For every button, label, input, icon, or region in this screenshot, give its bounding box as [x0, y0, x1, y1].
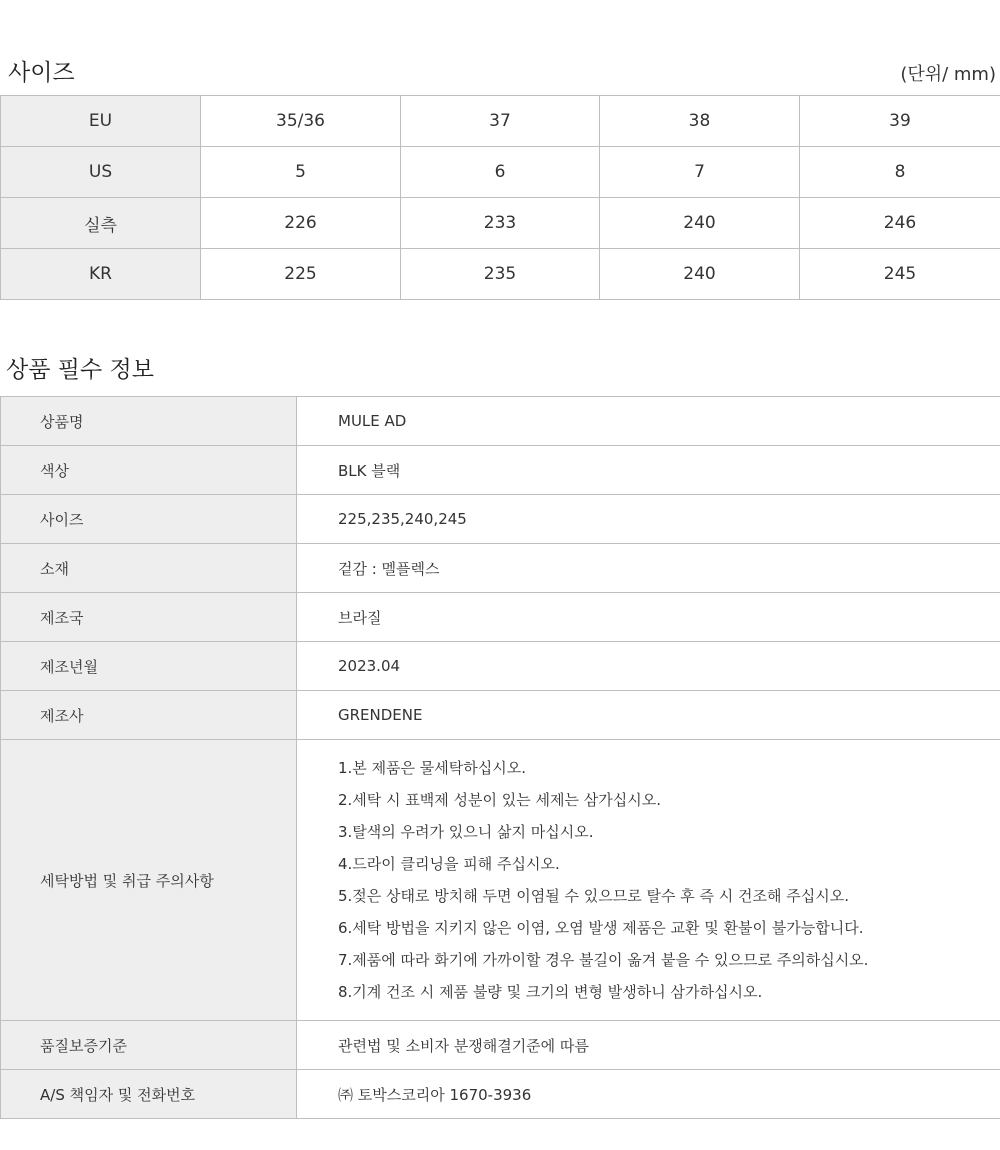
info-value	[297, 740, 1000, 1021]
care-item: 7.제품에 따라 화기에 가까이할 경우 불길이 옮겨 붙을 수 있으므로 주의하십시오.	[338, 951, 869, 969]
info-value: MULE AD	[297, 397, 1000, 446]
size-row-eu	[1, 96, 1000, 147]
info-row-country	[1, 593, 1000, 642]
care-item: 2.세탁 시 표백제 성분이 있는 세제는 삼가십시오.	[338, 791, 661, 809]
info-row-quality	[1, 1021, 1000, 1070]
care-item: 3.탈색의 우려가 있으니 삶지 마십시오.	[338, 823, 594, 841]
size-unit-note: (단위/ mm)	[900, 64, 996, 85]
info-label: 품질보증기준	[1, 1021, 297, 1070]
info-value: GRENDENE	[297, 691, 1000, 740]
info-label: 소재	[1, 544, 297, 593]
info-label: 제조년월	[1, 642, 297, 691]
care-item: 4.드라이 클리닝을 피해 주십시오.	[338, 855, 560, 873]
size-row-label: 실측	[1, 198, 201, 249]
info-label: 색상	[1, 446, 297, 495]
size-section-title: 사이즈	[8, 60, 75, 86]
care-item: 1.본 제품은 물세탁하십시오.	[338, 759, 527, 777]
size-cell: 37	[401, 96, 600, 147]
size-cell: 240	[600, 198, 800, 249]
info-row-size	[1, 495, 1000, 544]
size-row-label: US	[1, 147, 201, 198]
size-cell: 6	[401, 147, 600, 198]
size-cell: 38	[600, 96, 800, 147]
info-value: 225,235,240,245	[297, 495, 1000, 544]
care-item: 8.기계 건조 시 제품 불량 및 크기의 변형 발생하니 삼가하십시오.	[338, 983, 763, 1001]
size-cell: 5	[201, 147, 401, 198]
info-value: 겉감 : 멜플렉스	[297, 544, 1000, 593]
size-cell: 233	[401, 198, 600, 249]
info-label: 상품명	[1, 397, 297, 446]
info-row-as-contact	[1, 1070, 1000, 1119]
size-row-us	[1, 147, 1000, 198]
care-item: 6.세탁 방법을 지키지 않은 이염, 오염 발생 제품은 교환 및 환불이 불가능합니다.	[338, 919, 864, 937]
info-row-product-name	[1, 397, 1000, 446]
care-instructions-list	[338, 752, 1000, 1008]
info-label: 세탁방법 및 취급 주의사항	[1, 740, 297, 1021]
info-label: 제조사	[1, 691, 297, 740]
size-section-header	[0, 56, 1000, 94]
size-cell: 226	[201, 198, 401, 249]
info-value: 관련법 및 소비자 분쟁해결기준에 따름	[297, 1021, 1000, 1070]
info-row-manufacturer	[1, 691, 1000, 740]
size-cell: 7	[600, 147, 800, 198]
size-cell: 8	[800, 147, 1000, 198]
size-cell: 246	[800, 198, 1000, 249]
product-info-table	[0, 396, 1000, 1119]
size-cell: 240	[600, 249, 800, 300]
info-row-material	[1, 544, 1000, 593]
info-label: 사이즈	[1, 495, 297, 544]
info-label: A/S 책임자 및 전화번호	[1, 1070, 297, 1119]
size-row-measured	[1, 198, 1000, 249]
size-row-kr	[1, 249, 1000, 300]
size-cell: 245	[800, 249, 1000, 300]
info-section-title: 상품 필수 정보	[6, 357, 154, 383]
size-cell: 235	[401, 249, 600, 300]
care-item: 5.젖은 상태로 방치해 두면 이염될 수 있으므로 탈수 후 즉 시 건조해 주십시오.	[338, 887, 849, 905]
info-value: BLK 블랙	[297, 446, 1000, 495]
info-row-care	[1, 740, 1000, 1021]
size-cell: 225	[201, 249, 401, 300]
info-row-color	[1, 446, 1000, 495]
size-row-label: KR	[1, 249, 201, 300]
info-value: 2023.04	[297, 642, 1000, 691]
size-cell: 39	[800, 96, 1000, 147]
size-cell: 35/36	[201, 96, 401, 147]
size-table	[0, 95, 1000, 300]
info-value: 브라질	[297, 593, 1000, 642]
info-value: ㈜ 토박스코리아 1670-3936	[297, 1070, 1000, 1119]
info-row-manufacture-date	[1, 642, 1000, 691]
info-label: 제조국	[1, 593, 297, 642]
size-row-label: EU	[1, 96, 201, 147]
